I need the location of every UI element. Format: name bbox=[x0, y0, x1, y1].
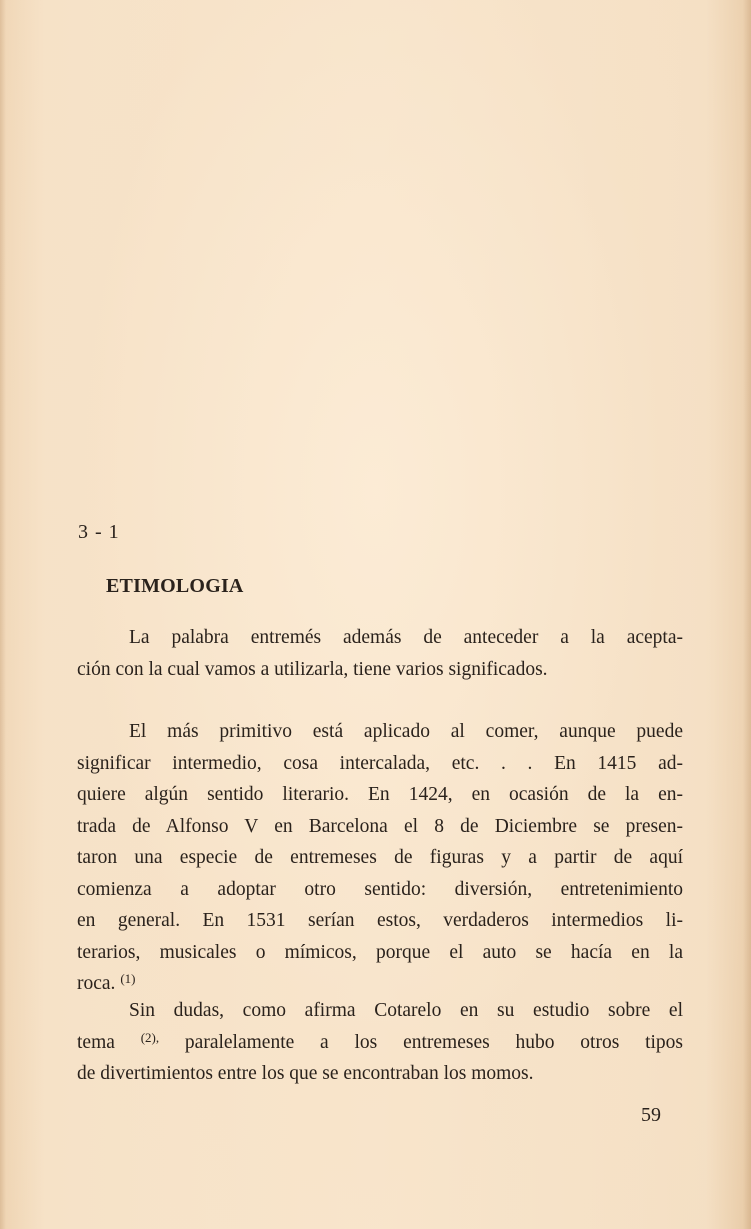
paragraph-line-text: tema bbox=[77, 1031, 115, 1053]
paragraph-line bbox=[77, 1027, 683, 1059]
paragraph-line: quiere algún sentido literario. En 1424, en ocasión de la en- bbox=[77, 784, 683, 805]
paragraph-line: en general. En 1531 serían estos, verdaderos intermedios li- bbox=[77, 910, 683, 931]
paragraph-line: Sin dudas, como afirma Cotarelo en su estudio sobre el bbox=[129, 1000, 683, 1021]
page-number: 59 bbox=[641, 1104, 661, 1126]
paragraph-line: comienza a adoptar otro sentido: diversión, entretenimiento bbox=[77, 878, 683, 900]
paragraph-3 bbox=[77, 995, 683, 1090]
paragraph-2 bbox=[77, 716, 683, 1000]
page-edge-left bbox=[0, 0, 6, 1229]
paragraph-line: de divertimientos entre los que se encontraban los momos. bbox=[77, 1063, 534, 1084]
paragraph-line: terarios, musicales o mímicos, porque el auto se hacía en la bbox=[77, 941, 683, 963]
section-number: 3 - 1 bbox=[78, 521, 120, 543]
paragraph-line-text: paralelamente a los entremeses hubo otros tipos bbox=[184, 1031, 683, 1053]
paragraph-line: significar intermedio, cosa intercalada, etc. . . En 1415 ad- bbox=[77, 752, 683, 774]
paragraph-line: La palabra entremés además de anteceder a la acepta- bbox=[129, 627, 683, 648]
paragraph-1 bbox=[77, 622, 683, 685]
page-edge-right bbox=[743, 0, 751, 1229]
paragraph-line: taron una especie de entremeses de figuras y a partir de aquí bbox=[77, 847, 683, 868]
footnote-ref-2: (2), bbox=[140, 1029, 160, 1045]
paragraph-line: trada de Alfonso V en Barcelona el 8 de Diciembre se presen- bbox=[77, 815, 683, 837]
footnote-ref-1: (1) bbox=[120, 971, 136, 986]
paragraph-line-text: roca. bbox=[77, 973, 116, 994]
paragraph-line: El más primitivo está aplicado al comer, aunque puede bbox=[129, 721, 683, 742]
paragraph-line: ción con la cual vamos a utilizarla, tiene varios significados. bbox=[77, 658, 548, 680]
section-title: ETIMOLOGIA bbox=[106, 575, 244, 597]
